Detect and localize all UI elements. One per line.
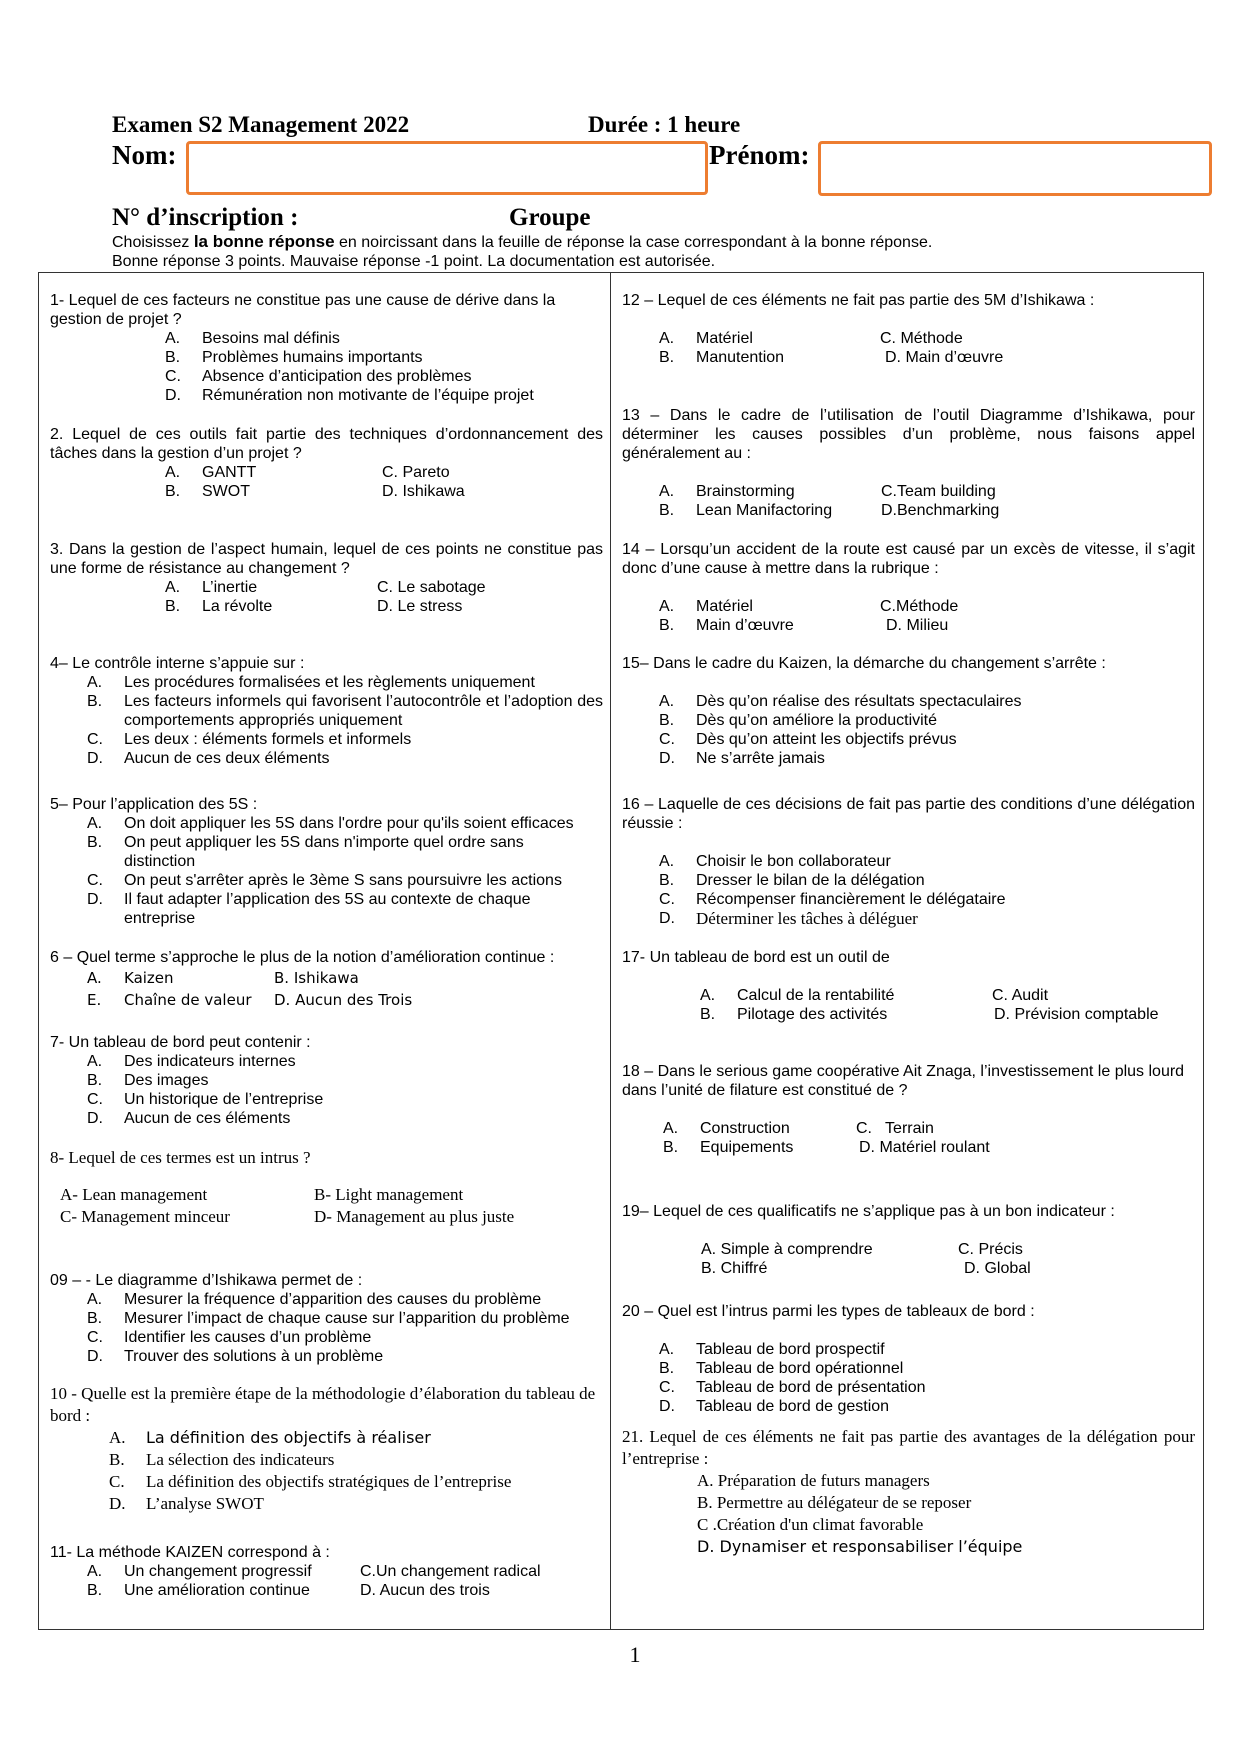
option-b[interactable]: Manutention (696, 349, 785, 366)
nom-label: Nom: (112, 140, 177, 170)
question-text: 5– Pour l’application des 5S : (50, 796, 258, 813)
option-a[interactable]: A. On doit appliquer les 5S dans l'ordre pour qu'ils soient efficaces (87, 815, 574, 832)
option-a[interactable]: Calcul de la rentabilité (737, 987, 895, 1004)
option-a[interactable]: A. Dès qu’on réalise des résultats spectaculaires (659, 693, 1022, 710)
option-b[interactable]: B. On peut appliquer les 5S dans n'importe quel ordre sans distinction (87, 834, 524, 870)
question-text: 20 – Quel est l’intrus parmi les types de tableaux de bord : (622, 1303, 1035, 1320)
option-a[interactable]: L’inertie (202, 579, 258, 596)
nom-field[interactable] (186, 141, 708, 195)
option-b[interactable]: B- Light management (314, 1185, 464, 1204)
exam-duration: Durée : 1 heure (588, 112, 741, 137)
option-c[interactable]: C. La définition des objectifs stratégiques de l’entreprise (109, 1472, 512, 1491)
option-a[interactable]: A. Tableau de bord prospectif (659, 1341, 885, 1358)
option-a[interactable]: Un changement progressif (124, 1563, 312, 1580)
question-text: 3. Dans la gestion de l’aspect humain, lequel de ces points ne constitue pas une forme de résistance au changement ? (50, 541, 603, 577)
option-b[interactable]: La révolte (202, 598, 273, 615)
option-c[interactable]: C. Le sabotage (377, 579, 486, 596)
page-number: 1 (629, 1642, 641, 1667)
question-text: 15– Dans le cadre du Kaizen, la démarche du changement s’arrête : (622, 655, 1106, 672)
option-b[interactable]: B. Dès qu’on améliore la productivité (659, 712, 938, 729)
question-text: 12 – Lequel de ces éléments ne fait pas partie des 5M d’Ishikawa : (622, 292, 1095, 309)
option-c[interactable]: C. Audit (992, 987, 1049, 1004)
question-10 (50, 1383, 603, 1515)
option-c[interactable]: C. Identifier les causes d’un problème (87, 1329, 372, 1346)
option-d[interactable]: D. Ishikawa (382, 483, 465, 500)
option-b[interactable]: B. Des images (87, 1072, 209, 1089)
option-d[interactable]: D. Déterminer les tâches à déléguer (659, 909, 918, 928)
option-d[interactable]: D. Aucun des Trois (274, 991, 413, 1009)
question-text: 16 – Laquelle de ces décisions de fait pas partie des conditions d’une délégation réussie : (622, 796, 1195, 832)
option-d[interactable]: D. Aucun de ces éléments (87, 1110, 291, 1127)
question-2: 2. Lequel de ces outils fait partie des techniques d’ordonnancement des tâches dans la gestion d’un projet ? A. GANTT C. Pareto B. SWOT D. Ishikawa (50, 426, 603, 500)
option-a[interactable]: A. Besoins mal définis (165, 330, 340, 347)
question-12: 12 – Lequel de ces éléments ne fait pas partie des 5M d’Ishikawa : A. Matériel C. Méthode B. Manutention D. Main d’œuvre (622, 291, 1195, 367)
option-d[interactable]: D. Matériel roulant (859, 1139, 990, 1156)
question-8 (50, 1147, 603, 1228)
option-a[interactable]: GANTT (202, 464, 257, 481)
question-20 (622, 1302, 1195, 1416)
question-text: 4– Le contrôle interne s’appuie sur : (50, 655, 305, 672)
option-b[interactable]: B. La sélection des indicateurs (109, 1450, 335, 1469)
question-3: 3. Dans la gestion de l’aspect humain, lequel de ces points ne constitue pas une forme de résistance au changement ? A. L’inertie C. Le sabotage B. La révolte D. Le stress (50, 541, 603, 615)
question-6: 6 – Quel terme s’approche le plus de la notion d’amélioration continue : A. Kaizen B. Ishikawa E. Chaîne de valeur D. Aucun des Trois (50, 948, 603, 1011)
option-b[interactable]: B. Chiffré (701, 1260, 768, 1277)
question-15 (622, 654, 1195, 768)
option-d[interactable]: D. Trouver des solutions à un problème (87, 1348, 384, 1365)
option-b[interactable]: B. Dresser le bilan de la délégation (659, 872, 925, 889)
question-4 (50, 654, 603, 768)
question-13: 13 – Dans le cadre de l’utilisation de l’outil Diagramme d’Ishikawa, pour déterminer les causes possibles d’un problème, nous faisons appel généralement au : A. Brainstorming C.Team building B. Lean Manifactoring D.Benchmarking (622, 407, 1195, 519)
prenom-field[interactable] (818, 141, 1212, 196)
option-d[interactable]: D. Global (964, 1260, 1031, 1277)
option-b[interactable]: B. Permettre au délégateur de se reposer (697, 1493, 972, 1512)
question-text: 18 – Dans le serious game coopérative Ait Znaga, l’investissement le plus lourd dans l’unité de filature est constitué de ? (622, 1063, 1185, 1099)
option-b[interactable]: Pilotage des activités (737, 1006, 888, 1023)
option-c[interactable]: C.Team building (881, 483, 996, 500)
option-d[interactable]: D. Main d’œuvre (885, 349, 1004, 366)
option-a[interactable]: A. Des indicateurs internes (87, 1053, 296, 1070)
exam-title: Examen S2 Management 2022 (112, 112, 410, 137)
option-a[interactable]: A. Les procédures formalisées et les règlements uniquement (87, 674, 535, 691)
option-d[interactable]: D. Rémunération non motivante de l’équipe projet (165, 387, 534, 404)
option-c[interactable]: C. Un historique de l’entreprise (87, 1091, 324, 1108)
question-text: 1- Lequel de ces facteurs ne constitue pas une cause de dérive dans la gestion de projet ? (50, 292, 556, 328)
option-d[interactable]: D. L’analyse SWOT (109, 1494, 264, 1513)
question-text: 6 – Quel terme s’approche le plus de la notion d’amélioration continue : (50, 949, 555, 966)
groupe-label: Groupe (509, 204, 591, 231)
option-c[interactable]: C- Management minceur (60, 1207, 230, 1226)
option-b[interactable]: B. Problèmes humains importants (165, 349, 423, 366)
option-a[interactable]: A. Simple à comprendre (701, 1241, 873, 1258)
question-14: 14 – Lorsqu’un accident de la route est causé par un excès de vitesse, il s’agit donc d’une cause à mettre dans la rubrique : A. Matériel C.Méthode B. Main d’œuvre D. Milieu (622, 541, 1195, 634)
option-a[interactable]: Brainstorming (696, 483, 795, 500)
option-c[interactable]: C. Méthode (880, 330, 963, 347)
question-16 (622, 795, 1195, 928)
question-7 (50, 1033, 603, 1128)
option-c[interactable]: C. On peut s'arrêter après le 3ème S sans poursuivre les actions (87, 872, 562, 889)
option-d[interactable]: D. Il faut adapter l’application des 5S au contexte de chaque entreprise (87, 891, 531, 927)
question-text: 14 – Lorsqu’un accident de la route est causé par un excès de vitesse, il s’agit donc d’une cause à mettre dans la rubrique : (622, 541, 1195, 577)
option-c[interactable]: C. Dès qu’on atteint les objectifs prévus (659, 731, 957, 748)
instruction-line-1: Choisissez la bonne réponse en noircissant dans la feuille de réponse la case correspondant à la bonne réponse. (112, 232, 933, 251)
option-a[interactable]: Matériel (696, 330, 753, 347)
option-c[interactable]: C. Récompenser financièrement le délégataire (659, 891, 1006, 908)
option-c[interactable]: C.Méthode (880, 598, 959, 615)
question-5 (50, 795, 603, 928)
option-c[interactable]: C. Terrain (856, 1120, 934, 1137)
option-d[interactable]: D. Aucun des trois (360, 1582, 490, 1599)
question-18: 18 – Dans le serious game coopérative Ait Znaga, l’investissement le plus lourd dans l’unité de filature est constitué de ? A. Construction C. Terrain B. Equipements D. Matériel roulant (622, 1062, 1195, 1157)
option-b[interactable]: B. Les facteurs informels qui favorisent l’autocontrôle et l’adoption des comportements appropriés uniquement (87, 693, 603, 729)
option-c[interactable]: C .Création d'un climat favorable (697, 1515, 924, 1534)
option-e[interactable]: Chaîne de valeur (124, 991, 252, 1009)
option-a[interactable]: A. Choisir le bon collaborateur (659, 853, 891, 870)
inscription-label: N° d’inscription : (112, 204, 299, 231)
question-text: 17- Un tableau de bord est un outil de (622, 949, 890, 966)
option-d[interactable]: D.Benchmarking (881, 502, 1000, 519)
instruction-line-2: Bonne réponse 3 points. Mauvaise réponse -1 point. La documentation est autorisée. (112, 253, 716, 270)
option-a[interactable]: A- Lean management (60, 1185, 208, 1204)
option-c[interactable]: C. Absence d’anticipation des problèmes (165, 368, 472, 385)
question-19 (622, 1202, 1195, 1278)
option-a[interactable]: A. La définition des objectifs à réaliser (109, 1428, 431, 1447)
option-d[interactable]: D- Management au plus juste (314, 1207, 515, 1226)
option-d[interactable]: D. Milieu (886, 617, 949, 634)
prenom-label: Prénom: (709, 140, 810, 170)
option-c[interactable]: C. Les deux : éléments formels et informels (87, 731, 412, 748)
question-1 (50, 291, 603, 405)
option-a[interactable]: A. Préparation de futurs managers (697, 1471, 930, 1490)
question-11: 11- La méthode KAIZEN correspond à : A. Un changement progressif C.Un changement radical B. Une amélioration continue D. Aucun des trois (50, 1543, 603, 1600)
question-text: 19– Lequel de ces qualificatifs ne s’applique pas à un bon indicateur : (622, 1203, 1115, 1220)
question-text: 11- La méthode KAIZEN correspond à : (50, 1544, 330, 1561)
option-a[interactable]: Matériel (696, 598, 753, 615)
option-c[interactable]: C. Tableau de bord de présentation (659, 1379, 926, 1396)
question-text: 09 – - Le diagramme d’Ishikawa permet de : (50, 1272, 363, 1289)
question-text: 7- Un tableau de bord peut contenir : (50, 1034, 311, 1051)
option-d[interactable]: D. Prévision comptable (994, 1006, 1159, 1023)
option-a[interactable]: A. Mesurer la fréquence d’apparition des causes du problème (87, 1291, 542, 1308)
option-c[interactable]: C. Pareto (382, 464, 450, 481)
option-c[interactable]: C. Précis (958, 1241, 1023, 1258)
option-b[interactable]: SWOT (202, 483, 250, 500)
option-c[interactable]: C.Un changement radical (360, 1563, 541, 1580)
question-text: 10 - Quelle est la première étape de la méthodologie d’élaboration du tableau de bord : (50, 1384, 596, 1425)
option-b[interactable]: B. Tableau de bord opérationnel (659, 1360, 904, 1377)
option-b[interactable]: Equipements (700, 1139, 794, 1156)
question-text: 8- Lequel de ces termes est un intrus ? (50, 1148, 311, 1167)
option-a[interactable]: Construction (700, 1120, 790, 1137)
option-b[interactable]: Lean Manifactoring (696, 502, 833, 519)
option-d[interactable]: D. Dynamiser et responsabiliser l’équipe (697, 1537, 1023, 1556)
option-d[interactable]: D. Tableau de bord de gestion (659, 1398, 890, 1415)
question-text: 2. Lequel de ces outils fait partie des techniques d’ordonnancement des tâches dans la gestion d’un projet ? (50, 426, 603, 462)
option-b[interactable]: Une amélioration continue (124, 1582, 310, 1599)
question-text: 21. Lequel de ces éléments ne fait pas partie des avantages de la délégation pour l’entreprise : (622, 1427, 1195, 1468)
option-b[interactable]: B. Ishikawa (274, 969, 359, 987)
question-21 (622, 1426, 1195, 1558)
question-9 (50, 1271, 603, 1366)
option-d[interactable]: D. Ne s’arrête jamais (659, 750, 825, 767)
question-17: 17- Un tableau de bord est un outil de A. Calcul de la rentabilité C. Audit B. Pilotage des activités D. Prévision comptable (622, 948, 1195, 1024)
column-divider (610, 272, 611, 1630)
option-a[interactable]: Kaizen (124, 969, 174, 987)
option-d[interactable]: D. Le stress (377, 598, 463, 615)
option-d[interactable]: D. Aucun de ces deux éléments (87, 750, 330, 767)
option-b[interactable]: Main d’œuvre (696, 617, 794, 634)
option-b[interactable]: B. Mesurer l’impact de chaque cause sur l’apparition du problème (87, 1310, 570, 1327)
question-text: 13 – Dans le cadre de l’utilisation de l’outil Diagramme d’Ishikawa, pour déterminer les causes possibles d’un problème, nous faisons appel généralement au : (622, 407, 1195, 462)
